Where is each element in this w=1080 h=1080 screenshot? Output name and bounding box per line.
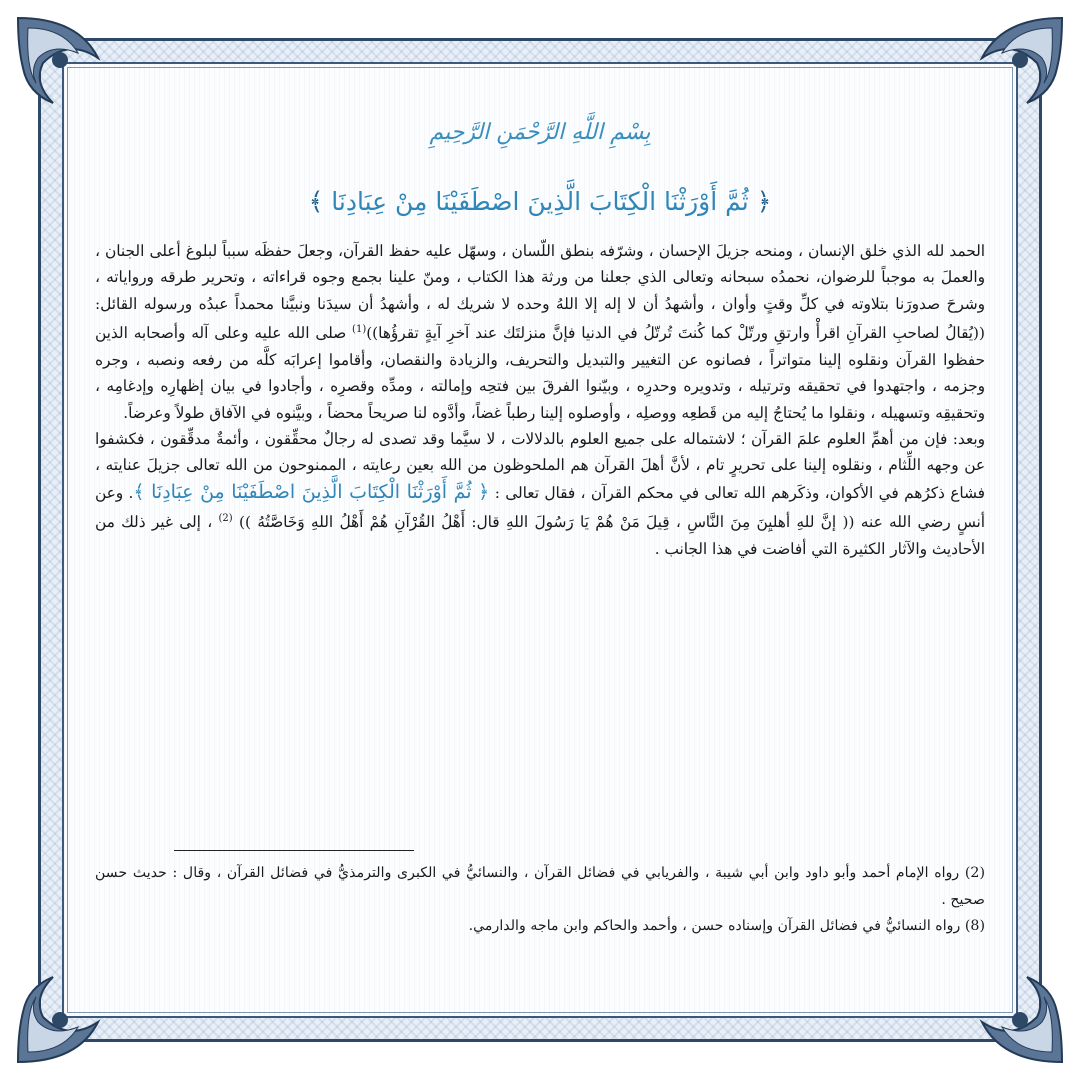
page-content <box>95 120 985 562</box>
paragraph-main-tail: . وعن أنسٍ رضي الله عنه (( إنَّ للهِ أهليِنَ مِنَ النَّاسِ ، قِيلَ مَنْ هُمْ يَا رَسُولَ اللهِ قال: أَهْلُ القُرْآنِ هُمْ أَهْلُ اللهِ وَخَاصَّتُهُ )) <box>95 483 986 532</box>
heading-verse <box>95 187 985 216</box>
footnote-1: (2) رواه الإمام أحمد وأبو داود وابن أبي شيبة ، والفريابي في فضائل القرآن ، والنسائيُّ في الكبرى والترمذيُّ في فضائل القرآن ، وقال : حديث حسن صحيح . <box>95 865 985 908</box>
corner-ornament-icon <box>8 932 148 1072</box>
footnote-ref-2: (2) <box>218 513 233 525</box>
inline-verse: ﴿ ثُمَّ أَوْرَثْنَا الْكِتَابَ الَّذِينَ اصْطَفَيْنَا مِنْ عِبَادِنَا ﴾ <box>133 480 490 503</box>
heading-verse-text: ثُمَّ أَوْرَثْنَا الْكِتَابَ الَّذِينَ اصْطَفَيْنَا مِنْ عِبَادِنَا <box>331 187 749 216</box>
paragraph-main <box>95 426 985 562</box>
paragraph-main-text: وبعد: فإن من أهمِّ العلوم علمَ القرآن ؛ لاشتماله على جميع العلوم بالدلالات ، لا سيَّما وقد تصدى له رجالٌ محقِّقون ، وأئمةٌ مدقِّقون ، فكشفوا عن وجهه اللِّثام ، ونقلوه إلينا على تحريرٍ تام ، لأنَّ أهلَ القرآن هم الملحوظون من الله بعين رعايته ، الممنوحون من الله تعالى جزيلَ عنايته ، فشاع ذكرُهم في الأكوان، وذكَرهم الله تعالى في محكم القرآن ، فقال تعالى : <box>95 429 985 502</box>
footnotes <box>95 860 985 940</box>
paragraph-intro <box>95 238 985 426</box>
paragraph-intro-tail: صلى الله عليه وعلى آله وأصحابه الذين حفظوا القرآن ونقلوه إلينا متواتراً ، فصانوه عن التغيير والتبديل والتحريف، والزيادة والنقصان، وأقاموا إعرابَه كلَّه من رفعه ونصبه ، وجره وجزمه ، واجتهدوا في تحقيقه وترتيله ، وتدويره وحدرِه ، وبيّنوا الفرقَ بين فتحِه وإمالته ، ومدِّه وقصرِه ، وأجادوا في بيان إظهارِه وإدغامِه ، وتحقيقِه وتسهيله ، ونقلوا ما يُحتاجُ إليه من قَطعِه ووصلِه ، وأوصلوه إلينا رطباً غضاً، وأدَّوه لنا صريحاً محضاً ، وبيَّنوه في الآفاق طولاً وعرضاً. <box>95 324 985 422</box>
footnote-ref-1: (1) <box>352 324 367 336</box>
footnote-divider <box>174 850 414 851</box>
paragraph-intro-text: الحمد لله الذي خلق الإنسان ، ومنحه جزيلَ الإحسان ، وشرّفه بنطق اللّسان ، وسهّل عليه حفظ القرآن، وجعلَ حفظَه سبباً لبلوغ أعلى الجنان ، والعملَ به موجباً للرضوان، نحمدُه سبحانه وتعالى الذي جعلنا من ورثة هذا الكتاب ، ومنّ علينا بجمع وجوه قراءاته ، وتحرير طرقه ورواياته ، وشرحَ صدورَنا بتلاوته في كلِّ وقتٍ وأوان ، وأشهدُ أن لا إله إلا اللهُ وحده لا شريك له ، وأشهدُ أن سيدَنا ونبيَّنا محمداً عبدُه ورسوله القائل: ((يُقالُ لصاحبِ القرآنِ اقرأْ وارتقِ ورتّلْ كما كُنتَ تُرتّلُ في الدنيا فإنَّ منزلتَك عند آخرِ آيةٍ تقرؤُها)) <box>95 242 985 343</box>
corner-ornament-icon <box>932 932 1072 1072</box>
footnote-2: (8) رواه النسائيُّ في فضائل القرآن وإسناده حسن ، وأحمد والحاكم وابن ماجه والدارمي. <box>468 918 985 934</box>
verse-open-bracket: ﴿ <box>756 187 772 216</box>
paragraph-main-end: ، إلى غير ذلك من الأحاديث والآثار الكثيرة التي أفاضت في هذا الجانب . <box>95 513 985 558</box>
verse-close-bracket: ﴾ <box>308 187 324 216</box>
basmala: بِسْمِ اللَّهِ الرَّحْمَنِ الرَّحِيمِ <box>429 120 651 145</box>
body-text <box>95 238 985 562</box>
